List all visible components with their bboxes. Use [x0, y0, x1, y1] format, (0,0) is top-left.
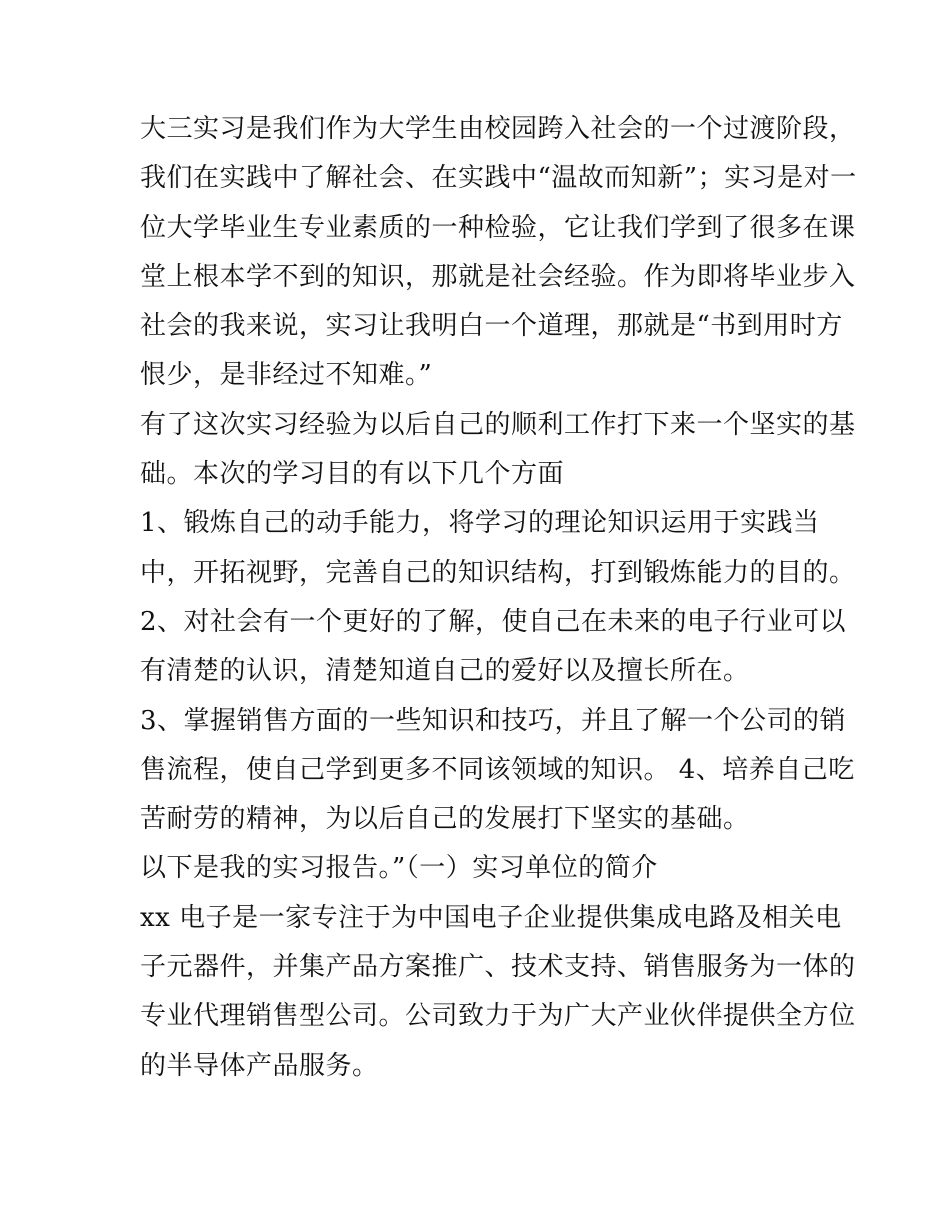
text-line: 的半导体产品服务。	[140, 1050, 379, 1081]
text-line: 恨少，是非经过不知难。”	[140, 360, 433, 391]
text-line: 有清楚的认识，清楚知道自己的爱好以及擅长所在。	[140, 656, 750, 687]
text-line: 苦耐劳的精神，为以后自己的发展打下坚实的基础。	[140, 804, 750, 835]
text-line: 大三实习是我们作为大学生由校园跨入社会的一个过渡阶段，	[140, 114, 856, 144]
text-line: 我们在实践中了解社会、在实践中“温故而知新”；实习是对一	[140, 163, 857, 194]
text-line: 3、掌握销售方面的一些知识和技巧，并且了解一个公司的销	[140, 705, 847, 736]
document-body	[140, 105, 857, 1091]
text-line: 专业代理销售型公司。公司致力于为广大产业伙伴提供全方位	[140, 1001, 856, 1032]
text-line: 中，开拓视野，完善自己的知识结构，打到锻炼能力的目的。	[140, 557, 856, 588]
text-line: 售流程，使自己学到更多不同该领域的知识。 4、培养自己吃	[140, 754, 855, 785]
text-line: 有了这次实习经验为以后自己的顺利工作打下来一个坚实的基	[140, 409, 856, 440]
text-line: 子元器件，并集产品方案推广、技术支持、销售服务为一体的	[140, 952, 856, 983]
text-line: 以下是我的实习报告。”（一）实习单位的简介	[140, 853, 658, 884]
text-line: xx 电子是一家专注于为中国电子企业提供集成电路及相关电	[140, 902, 842, 933]
text-line: 堂上根本学不到的知识，那就是社会经验。作为即将毕业步入	[140, 261, 856, 292]
text-line: 2、对社会有一个更好的了解，使自己在未来的电子行业可以	[140, 606, 847, 637]
text-line: 位大学毕业生专业素质的一种检验，它让我们学到了很多在课	[140, 212, 856, 243]
text-line: 社会的我来说，实习让我明白一个道理，那就是“书到用时方	[140, 311, 843, 342]
text-line: 1、锻炼自己的动手能力，将学习的理论知识运用于实践当	[140, 508, 820, 539]
text-line: 础。本次的学习目的有以下几个方面	[140, 459, 565, 490]
